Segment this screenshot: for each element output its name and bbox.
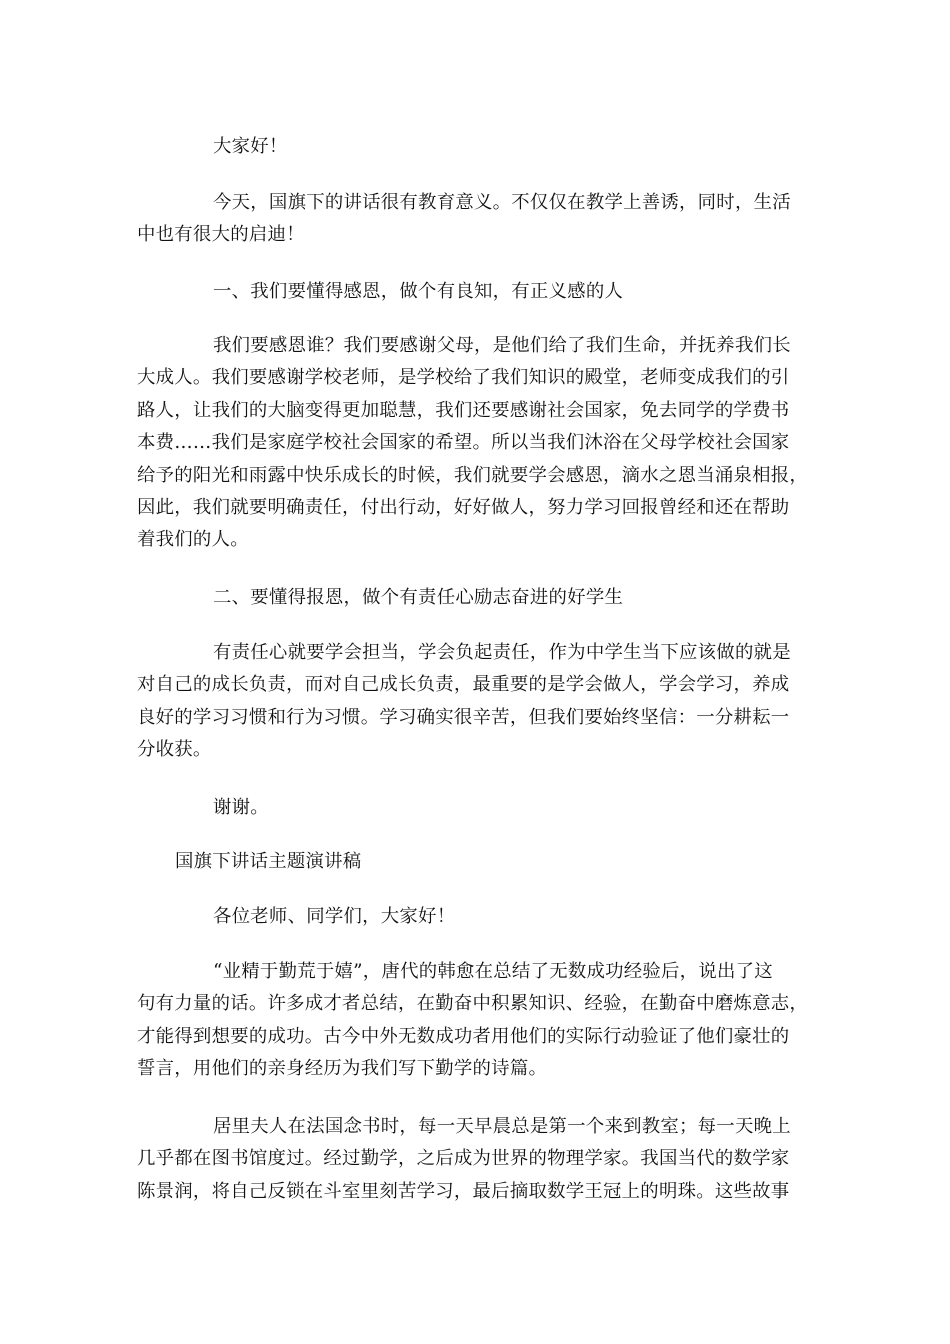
text-line: 国旗下讲话主题演讲稿 <box>175 851 362 872</box>
text-line: 一、我们要懂得感恩，做个有良知，有正义感的人 <box>213 281 624 302</box>
text-line: 路人，让我们的大脑变得更加聪慧，我们还要感谢社会国家，免去同学的学费书 <box>137 399 790 421</box>
text-line: 誓言，用他们的亲身经历为我们写下勤学的诗篇。 <box>137 1058 548 1080</box>
text-line: 有责任心就要学会担当，学会负起责任，作为中学生当下应该做的就是 <box>213 642 791 663</box>
text-line: 分收获。 <box>137 739 212 761</box>
text-line: 本费……我们是家庭学校社会国家的希望。所以当我们沐浴在父母学校社会国家 <box>137 432 790 454</box>
greeting-paragraph <box>137 131 813 163</box>
text-line: 才能得到想要的成功。古今中外无数成功者用他们的实际行动验证了他们豪壮的 <box>137 1025 790 1047</box>
section-heading-2 <box>137 582 813 614</box>
greeting-paragraph-2 <box>137 901 813 933</box>
text-line: 居里夫人在法国念书时，每一天早晨总是第一个来到教室；每一天晚上 <box>213 1116 791 1137</box>
text-line: 着我们的人。 <box>137 529 249 551</box>
speech-title <box>137 846 813 878</box>
intro-paragraph <box>137 187 813 252</box>
responsibility-paragraph <box>137 637 813 767</box>
text-line: 中也有很大的启迪！ <box>137 224 305 246</box>
text-line: 给予的阳光和雨露中快乐成长的时候，我们就要学会感恩，滴水之恩当涌泉相报， <box>137 464 809 486</box>
text-line: 各位老师、同学们，大家好！ <box>213 906 456 927</box>
text-line: 谢谢。 <box>213 797 269 818</box>
text-line: 大家好！ <box>213 136 288 157</box>
text-line: 几乎都在图书馆度过。经过勤学，之后成为世界的物理学家。我国当代的数学家 <box>137 1148 790 1170</box>
text-line: 二、要懂得报恩，做个有责任心励志奋进的好学生 <box>213 587 624 608</box>
text-line: 因此，我们就要明确责任，付出行动，好好做人，努力学习回报曾经和还在帮助 <box>137 496 790 518</box>
text-line: 良好的学习习惯和行为习惯。学习确实很辛苦，但我们要始终坚信：一分耕耘一 <box>137 706 790 728</box>
text-line: “业精于勤荒于嬉”，唐代的韩愈在总结了无数成功经验后，说出了这 <box>213 961 773 982</box>
text-line: 大成人。我们要感谢学校老师，是学校给了我们知识的殿堂，老师变成我们的引 <box>137 367 790 389</box>
text-line: 陈景润，将自己反锁在斗室里刻苦学习，最后摘取数学王冠上的明珠。这些故事 <box>137 1180 790 1202</box>
diligence-paragraph <box>137 956 813 1086</box>
text-line: 句有力量的话。许多成才者总结，在勤奋中积累知识、经验，在勤奋中磨炼意志， <box>137 993 809 1015</box>
thanks-paragraph <box>137 792 813 824</box>
section-heading-1 <box>137 276 813 308</box>
examples-paragraph <box>137 1111 813 1208</box>
text-line: 我们要感恩谁？我们要感谢父母，是他们给了我们生命，并抚养我们长 <box>213 335 791 356</box>
gratitude-paragraph <box>137 330 813 557</box>
text-line: 今天，国旗下的讲话很有教育意义。不仅仅在教学上善诱，同时，生活 <box>213 192 791 213</box>
text-line: 对自己的成长负责，而对自己成长负责，最重要的是学会做人，学会学习，养成 <box>137 674 790 696</box>
